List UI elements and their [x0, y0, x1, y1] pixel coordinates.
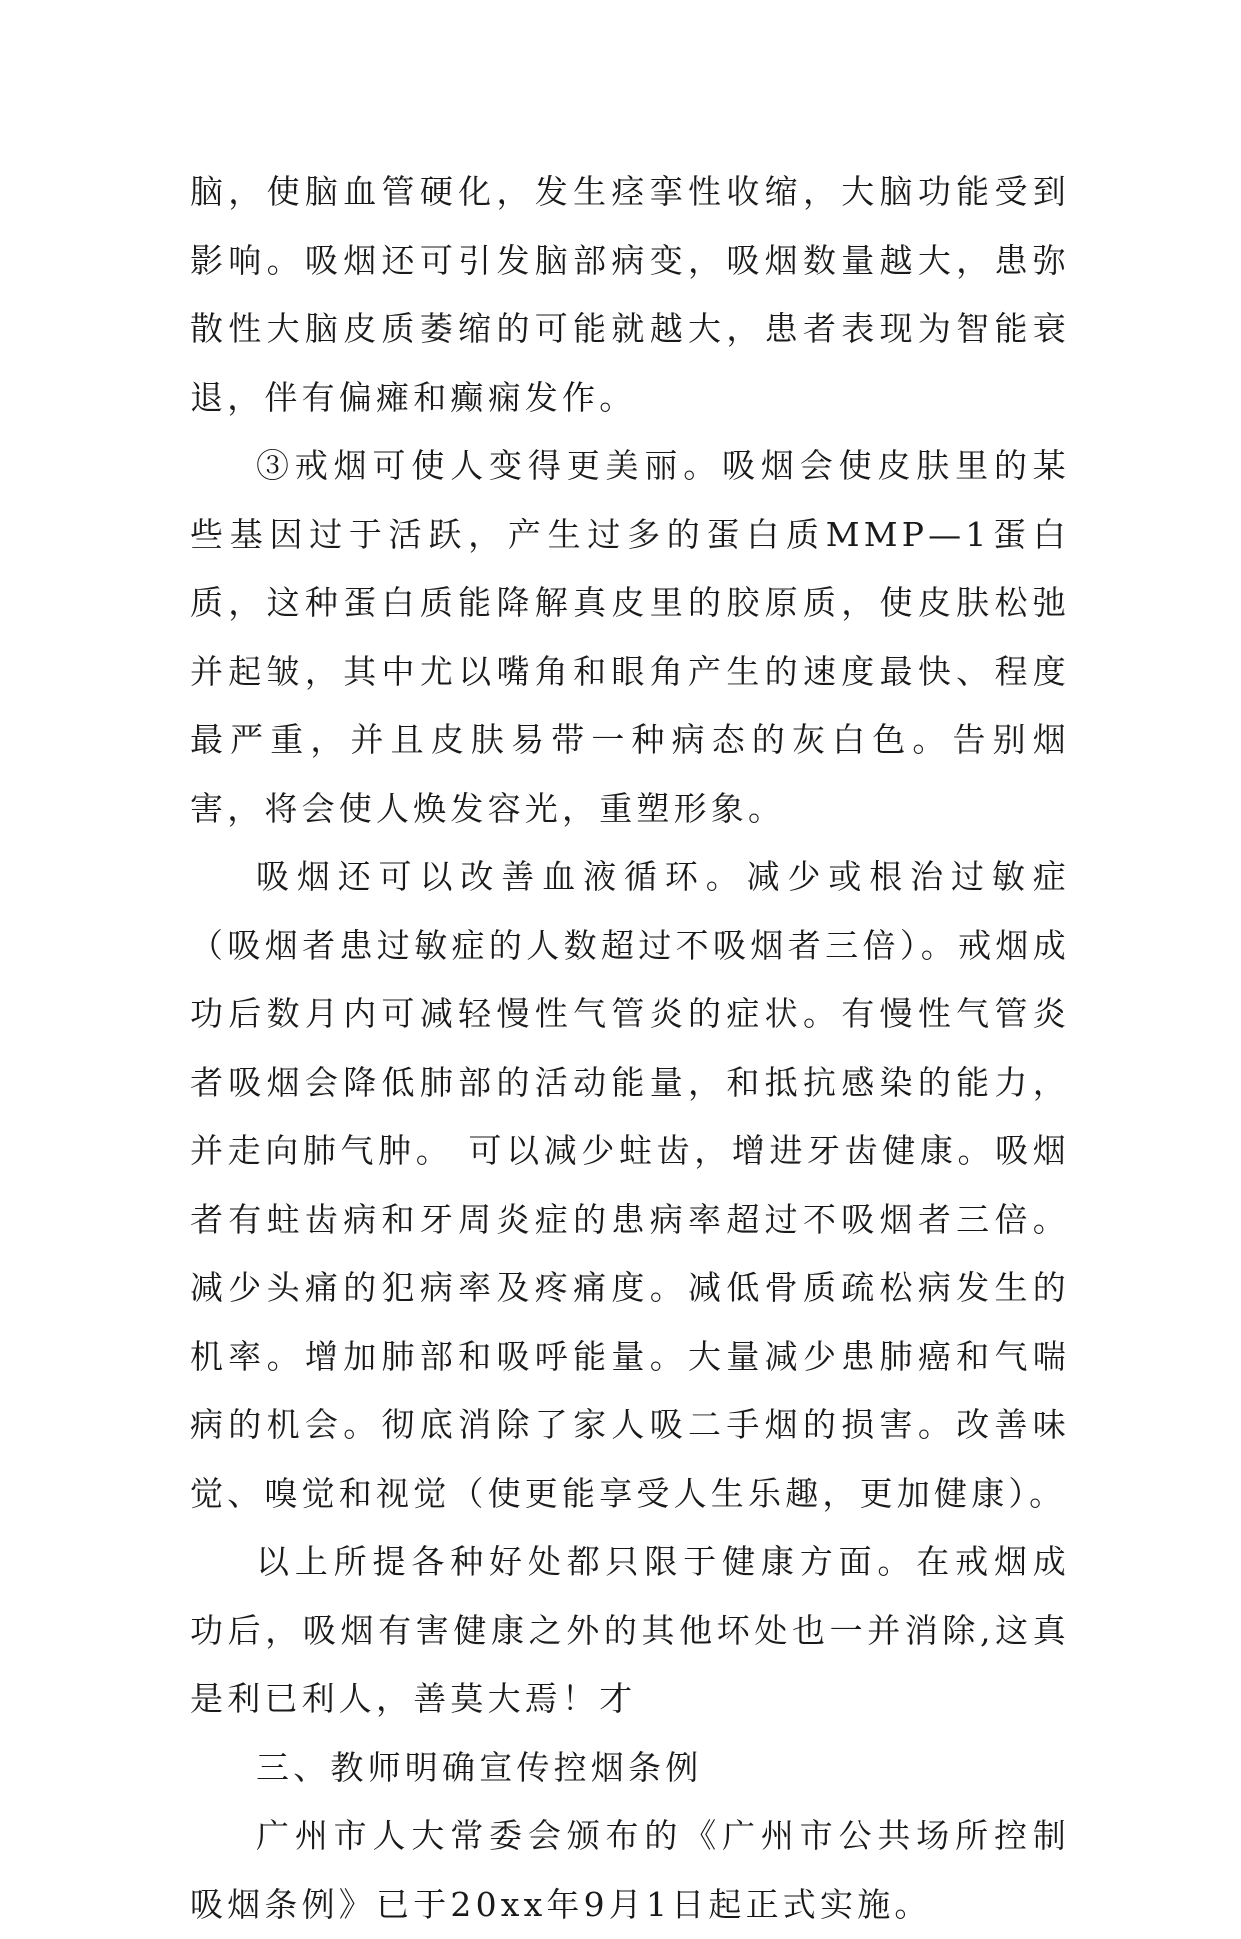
- paragraph-summary: 以上所提各种好处都只限于健康方面。在戒烟成功后，吸烟有害健康之外的其他坏处也一并消除,这真是利已利人，善莫大焉！才: [190, 1542, 1070, 1718]
- paragraph-brain-effects: 脑，使脑血管硬化，发生痉挛性收缩，大脑功能受到影响。吸烟还可引发脑部病变，吸烟数量越大，患弥散性大脑皮质萎缩的可能就越大，患者表现为智能衰退，伴有偏瘫和癫痫发作。: [190, 172, 1070, 417]
- document-body: [190, 158, 1070, 1939]
- paragraph-regulation: 广州市人大常委会颁布的《广州市公共场所控制吸烟条例》已于20xx年9月1日起正式实施。: [190, 1816, 1070, 1924]
- paragraph-health-benefits: 吸烟还可以改善血液循环。减少或根治过敏症（吸烟者患过敏症的人数超过不吸烟者三倍）。戒烟成功后数月内可减轻慢性气管炎的症状。有慢性气管炎者吸烟会降低肺部的活动能量，和抵抗感染的能力，并走向肺气肿。 可以减少蛀齿，增进牙齿健康。吸烟者有蛀齿病和牙周炎症的患病率超过不吸烟者三倍。 减少头痛的犯病率及疼痛度。减低骨质疏松病发生的机率。增加肺部和吸呼能量。大量减少患肺癌和气喘病的机会。彻底消除了家人吸二手烟的损害。改善味觉、嗅觉和视觉（使更能享受人生乐趣，更加健康）。: [190, 857, 1070, 1513]
- paragraph-beauty: ③戒烟可使人变得更美丽。吸烟会使皮肤里的某些基因过于活跃，产生过多的蛋白质MMP—1蛋白质，这种蛋白质能降解真皮里的胶原质，使皮肤松弛并起皱，其中尤以嘴角和眼角产生的速度最快、程度最严重，并且皮肤易带一种病态的灰白色。告别烟害，将会使人焕发容光，重塑形象。: [190, 446, 1070, 828]
- section-heading: 三、教师明确宣传控烟条例: [256, 1747, 703, 1787]
